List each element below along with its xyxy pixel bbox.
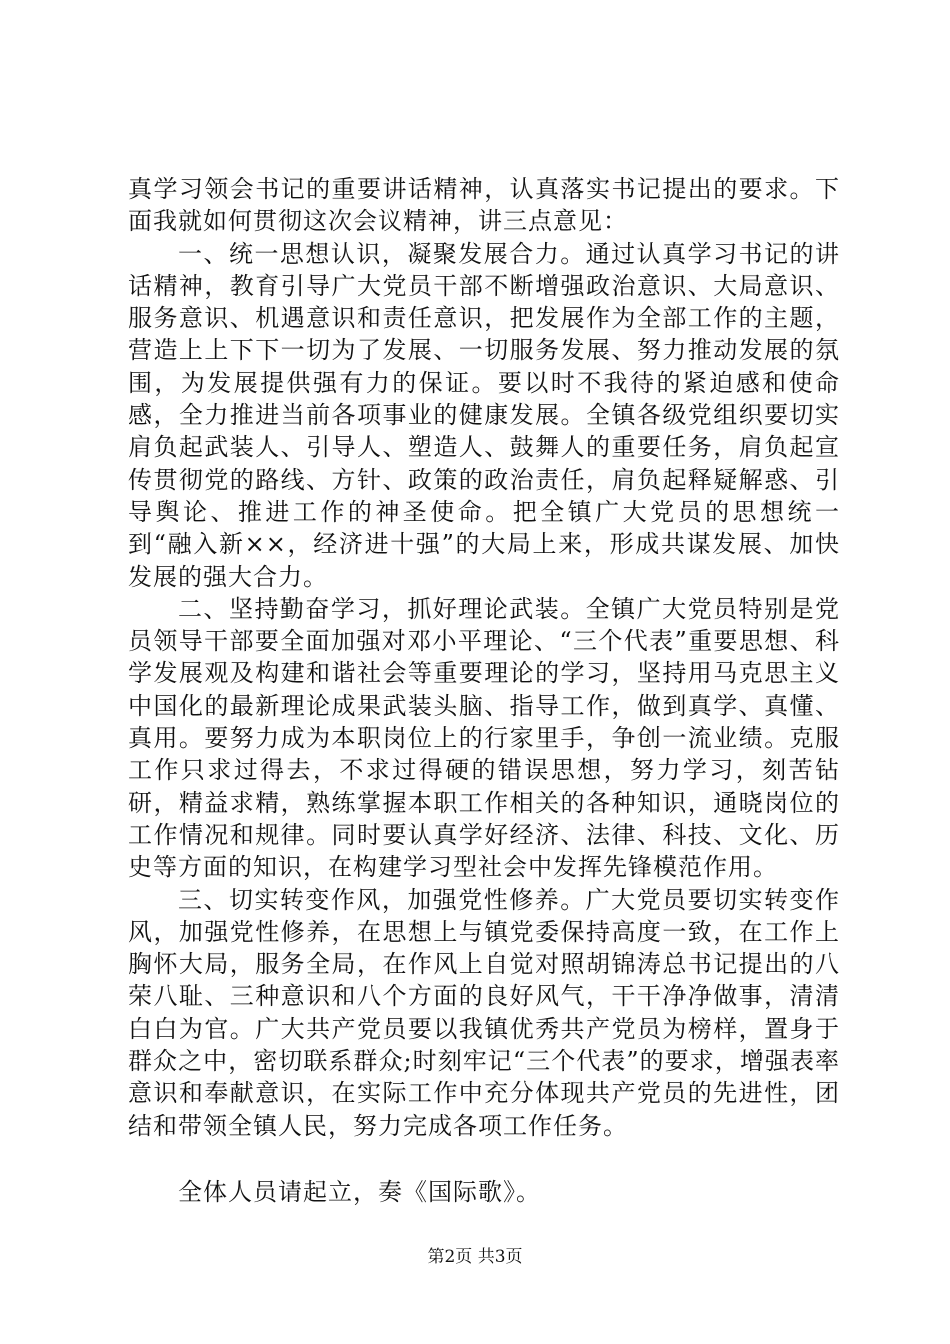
paragraph-point-one: 一、统一思想认识，凝聚发展合力。通过认真学习书记的讲话精神，教育引导广大党员干部不断增强政治意识、大局意识、服务意识、机遇意识和责任意识，把发展作为全部工作的主题，营造上上下下一切为了发展、一切服务发展、努力推动发展的氛围，为发展提供强有力的保证。要以时不我待的紧迫感和使命感，全力推进当前各项事业的健康发展。全镇各级党组织要切实肩负起武装人、引导人、塑造人、鼓舞人的重要任务，肩负起宣传贯彻党的路线、方针、政策的政治责任，肩负起释疑解惑、引导舆论、推进工作的神圣使命。把全镇广大党员的思想统一到“融入新××，经济进十强”的大局上来，形成共谋发展、加快发展的强大合力。 [128, 239, 840, 591]
paragraph-closing: 全体人员请起立，奏《国际歌》。 [178, 1177, 541, 1206]
document-body [128, 173, 840, 1208]
paragraph-point-three: 三、切实转变作风，加强党性修养。广大党员要切实转变作风，加强党性修养，在思想上与镇党委保持高度一致，在工作上胸怀大局，服务全局，在作风上自觉对照胡锦涛总书记提出的八荣八耻、三种意识和八个方面的良好风气，干干净净做事，清清白白为官。广大共产党员要以我镇优秀共产党员为榜样，置身于群众之中，密切联系群众;时刻牢记“三个代表”的要求，增强表率意识和奉献意识，在实际工作中充分体现共产党员的先进性，团结和带领全镇人民，努力完成各项工作任务。 [128, 885, 840, 1140]
paragraph-intro: 真学习领会书记的重要讲话精神，认真落实书记提出的要求。下面我就如何贯彻这次会议精神，讲三点意见： [128, 175, 840, 236]
paragraph-point-two: 二、坚持勤奋学习，抓好理论武装。全镇广大党员特别是党员领导干部要全面加强对邓小平理论、“三个代表”重要思想、科学发展观及构建和谐社会等重要理论的学习，坚持用马克思主义中国化的最新理论成果武装头脑、指导工作，做到真学、真懂、真用。要努力成为本职岗位上的行家里手，争创一流业绩。克服工作只求过得去，不求过得硬的错误思想，努力学习，刻苦钻研，精益求精，熟练掌握本职工作相关的各种知识，通晓岗位的工作情况和规律。同时要认真学好经济、法律、科技、文化、历史等方面的知识，在构建学习型社会中发挥先锋模范作用。 [128, 594, 840, 882]
page-number-footer: 第2页 共3页 [427, 1247, 523, 1267]
